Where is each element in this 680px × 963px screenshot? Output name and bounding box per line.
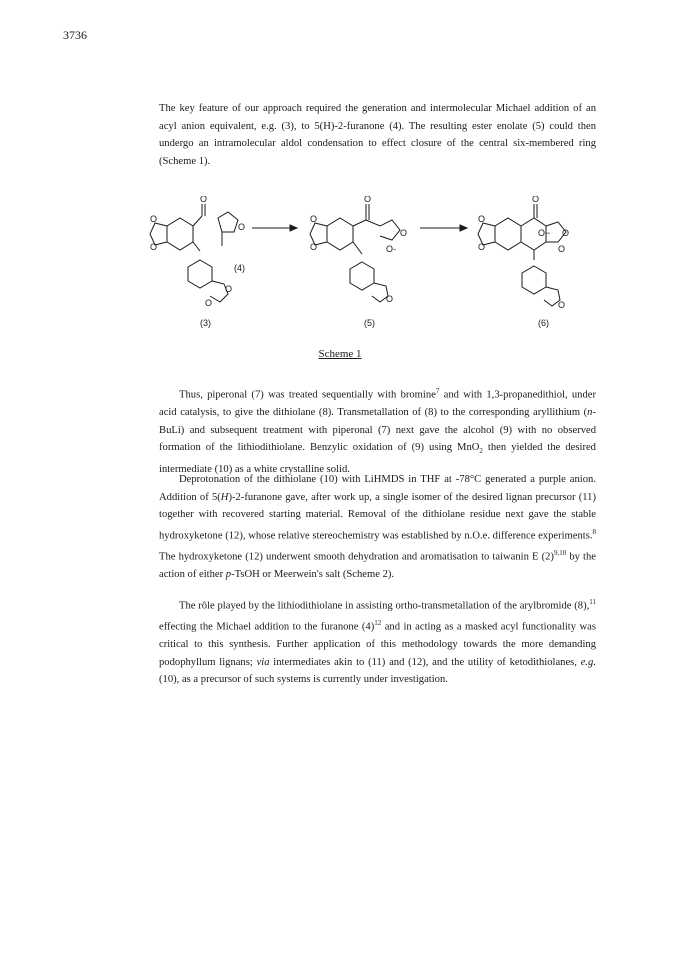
atom-o-6a: O bbox=[532, 196, 540, 204]
p2-text-c: The hydroxyketone (12) underwent smooth dehydration and aromatisation to taiwanin E (2) bbox=[159, 551, 554, 563]
page-number: 3736 bbox=[63, 28, 87, 42]
p1-text-d: then yielded the desired intermediate (10) as a white crystalline solid. bbox=[159, 442, 596, 476]
intro-paragraph: The key feature of our approach required the generation and intermolecular Michael addition of an acyl anion equivalent, e.g. (3), to 5(H)-2-furanone (4). The resulting ester enolate (5) could then undergo an intramolecular aldol condensation to effect closure of the central six-membered ring (Scheme 1). bbox=[159, 103, 596, 167]
p1-ref-1: 7 bbox=[435, 387, 440, 395]
atom-o-5e: O bbox=[386, 294, 394, 304]
benzene-ring-5 bbox=[327, 218, 353, 250]
atom-o-3c: O bbox=[150, 242, 158, 252]
p2-text-e: -TsOH or Meerwein's salt (Scheme 2). bbox=[231, 569, 395, 581]
p2-ref: 8 bbox=[592, 527, 596, 536]
atom-o-5d: O bbox=[400, 228, 408, 238]
atom-o-3b: O bbox=[150, 214, 158, 224]
benzene-ring-5b bbox=[350, 262, 374, 290]
atom-o-3a: O bbox=[200, 196, 208, 204]
atom-o-minus-6: O− bbox=[538, 228, 551, 238]
p2-p: p bbox=[225, 569, 232, 581]
p3-via: via bbox=[256, 656, 270, 668]
paragraph-3 bbox=[159, 594, 596, 689]
benzene-ring-3 bbox=[167, 218, 193, 250]
p2-h: H bbox=[220, 491, 229, 503]
p3-ref-2: 12 bbox=[374, 619, 382, 628]
benzene-ring-6 bbox=[495, 218, 521, 250]
atom-o-6c: O bbox=[478, 242, 486, 252]
benzene-ring-3b bbox=[188, 260, 212, 288]
p3-text-a: The rôle played by the lithiodithiolane in assisting ortho-transmetallation of the arylbromide (8), bbox=[179, 600, 590, 612]
p2-text-b: )-2-furanone gave, after work up, a single isomer of the desired lignan precursor (11) together with recovered starting material. Removal of the dithiolane residue next gave the stable hydroxyketone (12), whose relative stereochemistry was established by n.O.e. difference experiments. bbox=[159, 491, 596, 542]
p2-ref-2: 9,10 bbox=[553, 548, 567, 557]
atom-o-4: O bbox=[238, 222, 246, 232]
atom-o-3d: O bbox=[225, 284, 233, 294]
label-6: (6) bbox=[538, 318, 549, 328]
p3-text-d: intermediates akin to (11) and (12), and the utility of ketodithiolanes, bbox=[269, 656, 581, 668]
paragraph-2 bbox=[159, 471, 596, 584]
p1-text-c: -BuLi) and subsequent treatment with piperonal (7) next gave the alcohol (9) with no observed formation of the lithiodithiolane. Benzylic oxidation of (9) using MnO bbox=[159, 407, 596, 454]
p1-text-a: Thus, piperonal (7) was treated sequentially with bromine bbox=[179, 389, 436, 401]
atom-o-6f: O bbox=[558, 300, 566, 310]
p3-text-c: and in acting as a masked acyl functionality was critical to this synthesis. Further application of this methodology towards the more demanding podophyllum lignans; bbox=[159, 621, 596, 668]
atom-o-minus-5: O- bbox=[386, 244, 396, 254]
label-5: (5) bbox=[364, 318, 375, 328]
p2-text-d: by the action of either bbox=[159, 551, 596, 581]
benzene-ring-6b bbox=[522, 266, 546, 294]
p3-ref: 11 bbox=[589, 598, 596, 606]
label-4: (4) bbox=[234, 263, 245, 273]
paragraph-1 bbox=[159, 383, 596, 479]
p1-reagent: n bbox=[587, 407, 593, 419]
scheme-1-diagram bbox=[130, 196, 570, 316]
atom-o-6b: O bbox=[478, 214, 486, 224]
label-3: (3) bbox=[200, 318, 211, 328]
furanone-ring-4 bbox=[218, 212, 238, 232]
atom-o-3e: O bbox=[205, 298, 213, 308]
atom-o-6e: O bbox=[558, 244, 566, 254]
atom-o-5c: O bbox=[310, 242, 318, 252]
p3-eg: e.g. bbox=[580, 656, 596, 668]
atom-o-6d: O bbox=[562, 228, 570, 238]
p3-text-e: (10), as a precursor of such systems is currently under investigation. bbox=[159, 674, 448, 686]
p1-sub: 2 bbox=[479, 447, 483, 456]
atom-o-5a: O bbox=[364, 196, 372, 204]
p2-text-a: Deprotonation of the dithiolane (10) with LiHMDS in THF at -78°C generated a purple anion. Addition of 5( bbox=[159, 474, 596, 503]
scheme-title: Scheme 1 bbox=[318, 348, 362, 360]
p3-text-b: effecting the Michael addition to the furanone (4) bbox=[159, 621, 375, 633]
atom-o-5b: O bbox=[310, 214, 318, 224]
p1-text-b: and with 1,3-propanedithiol, under acid catalysis, to give the dithiolane (8). Transmetallation of (8) to the corresponding aryllithium ( bbox=[159, 389, 596, 419]
